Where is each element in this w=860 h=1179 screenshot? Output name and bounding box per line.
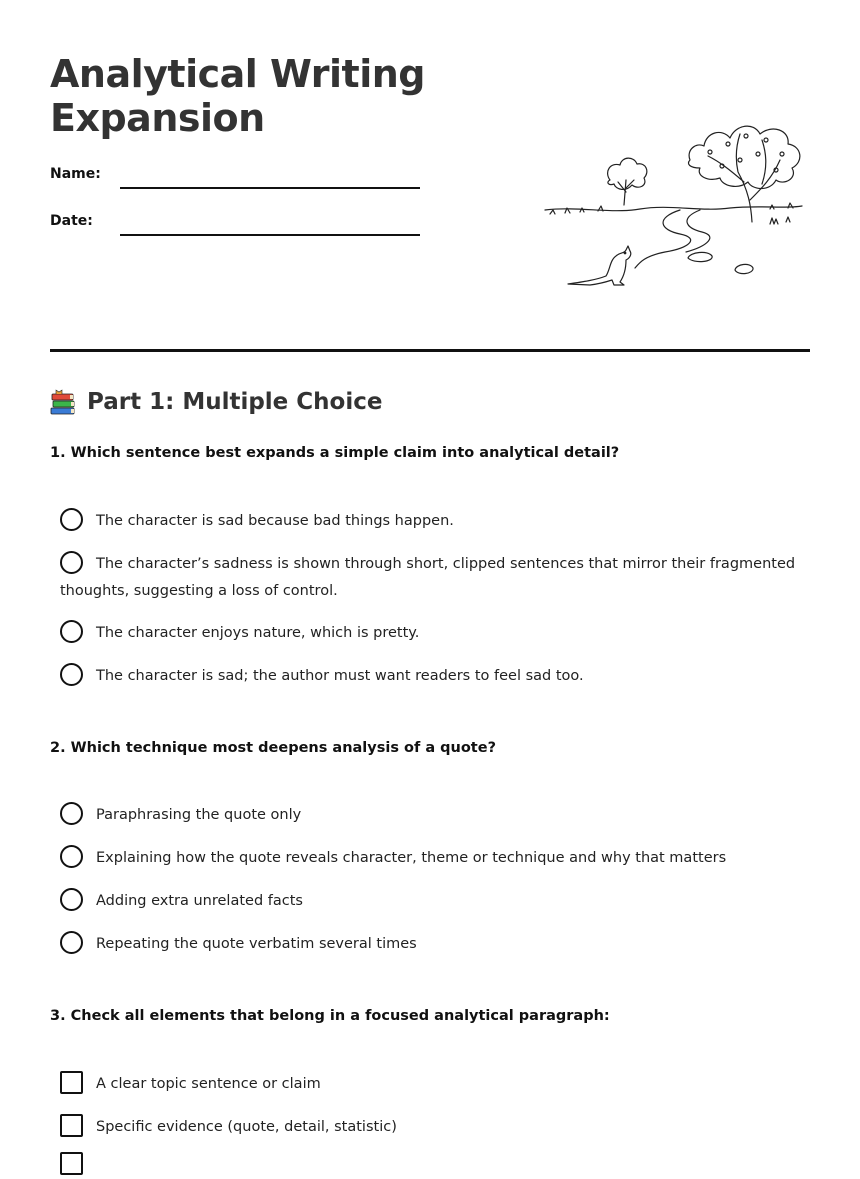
question-1: 1. Which sentence best expands a simple claim into analytical detail?: [50, 445, 620, 461]
q1-option-1[interactable]: The character is sad because bad things happen.: [60, 508, 800, 535]
q3-option-2[interactable]: Specific evidence (quote, detail, statistic): [60, 1114, 800, 1141]
q1-option-4[interactable]: The character is sad; the author must want readers to feel sad too.: [60, 663, 800, 690]
q2-option-1[interactable]: Paraphrasing the quote only: [60, 802, 800, 829]
books-icon: [50, 388, 76, 416]
q3-option-1[interactable]: A clear topic sentence or claim: [60, 1071, 800, 1098]
checkbox[interactable]: [60, 1071, 83, 1094]
q1-option-3[interactable]: The character enjoys nature, which is pretty.: [60, 620, 800, 647]
q2-option-3[interactable]: Adding extra unrelated facts: [60, 888, 800, 915]
date-field[interactable]: [120, 234, 420, 236]
worksheet-title: Analytical Writing Expansion: [50, 52, 425, 140]
q3-option-3-partial[interactable]: [60, 1152, 800, 1179]
question-2: 2. Which technique most deepens analysis of a quote?: [50, 740, 496, 756]
radio-button[interactable]: [60, 551, 83, 574]
q1-option-2[interactable]: The character’s sadness is shown through short, clipped sentences that mirror their fragmented thoughts, suggesting a loss of control.: [60, 551, 800, 605]
radio-button[interactable]: [60, 888, 83, 911]
radio-button[interactable]: [60, 663, 83, 686]
radio-button[interactable]: [60, 802, 83, 825]
radio-button[interactable]: [60, 931, 83, 954]
radio-button[interactable]: [60, 508, 83, 531]
radio-button[interactable]: [60, 620, 83, 643]
radio-button[interactable]: [60, 845, 83, 868]
name-field[interactable]: [120, 187, 420, 189]
checkbox[interactable]: [60, 1152, 83, 1175]
section-divider: [50, 349, 810, 352]
date-label: Date:: [50, 213, 93, 229]
name-label: Name:: [50, 166, 101, 182]
part1-heading: [50, 388, 382, 416]
part1-heading-text: Part 1: Multiple Choice: [87, 389, 383, 415]
q2-option-4[interactable]: Repeating the quote verbatim several times: [60, 931, 800, 958]
question-3: 3. Check all elements that belong in a focused analytical paragraph:: [50, 1008, 610, 1024]
q2-option-2[interactable]: Explaining how the quote reveals character, theme or technique and why that matters: [60, 845, 800, 872]
outback-landscape-illustration: [540, 110, 810, 295]
checkbox[interactable]: [60, 1114, 83, 1137]
